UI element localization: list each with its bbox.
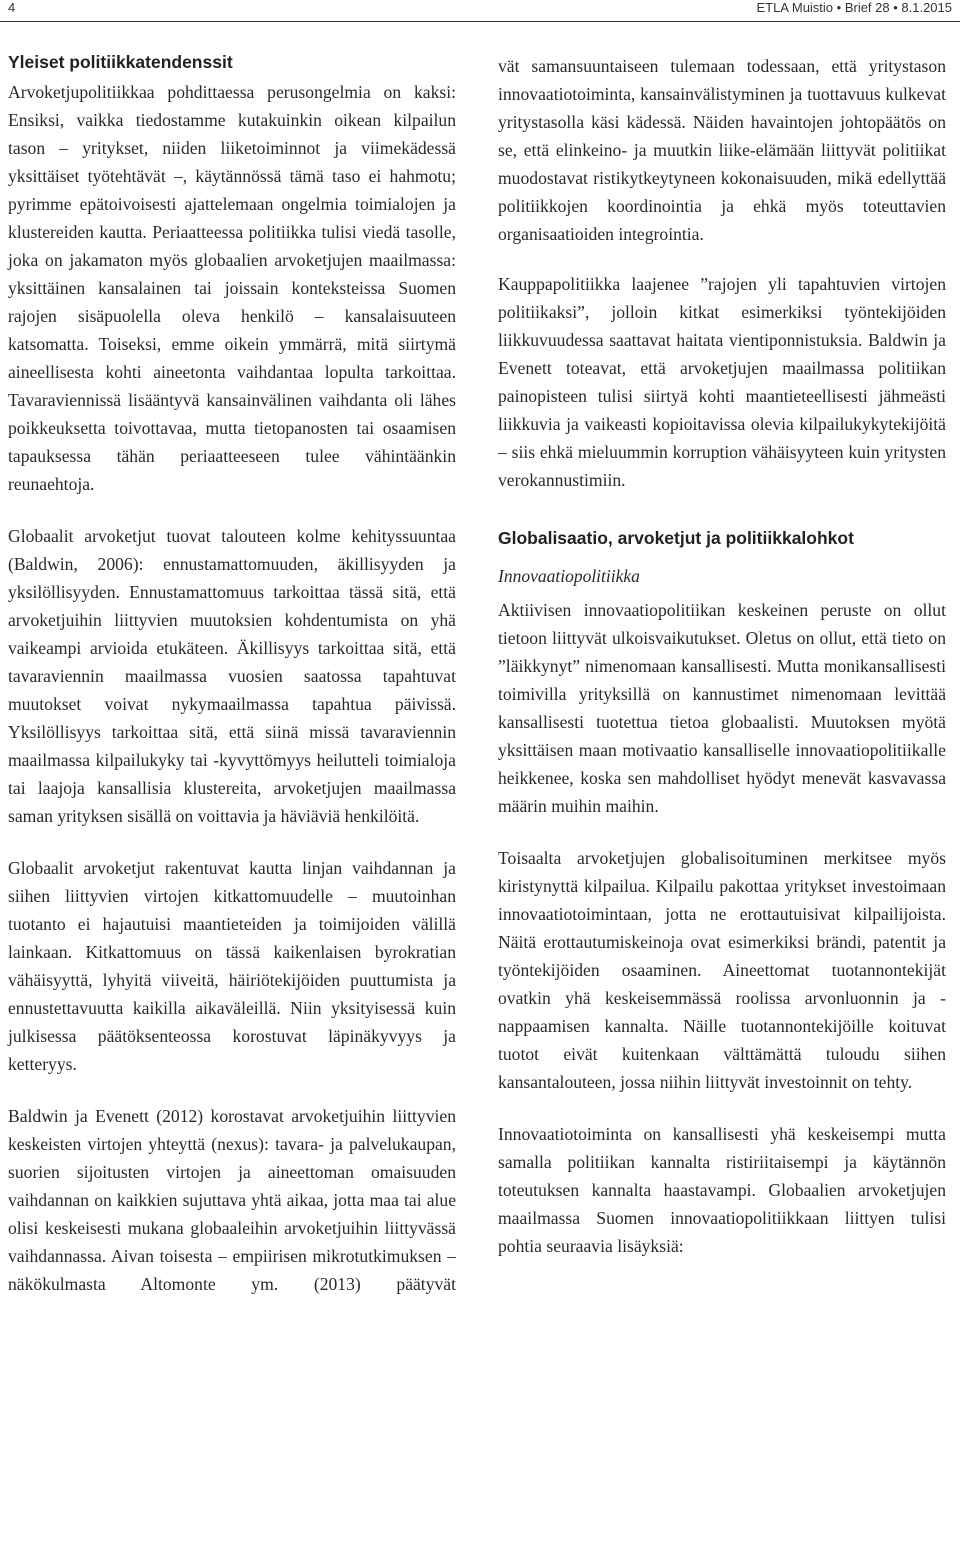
paragraph: Kauppapolitiikka laajenee ”rajojen yli tapahtuvien virtojen politiikaksi”, jolloin kitkat esimerkiksi työntekijöiden liikkuvuudessa saattavat haitata vientiponnistuksia. Baldwin ja Evenett toteavat, että arvoketjujen maailmassa politiikan painopisteen tulisi siirtyä kohti maantieteellisesti jähmeästi liikkuvia ja vaikeasti kopioitavissa olevia kilpailukykytekijöitä – siis ehkä mieluummin korruption vähäisyyteen kuin yritysten verokannustimiin. xyxy=(498,274,946,490)
paragraph: Aktiivisen innovaatiopolitiikan keskeinen peruste on ollut tietoon liittyvät ulkoisvaikutukset. Oletus on ollut, että tieto on ”läikkynyt” nimenomaan kansallisesti. Mutta monikansallisesti toimivilla yrityksillä on kannustimet nimenomaan levittää kansallisesti tuotettua tietoa globaalisti. Muutoksen myötä yksittäisen maan motivaatio kansalliselle innovaatiopolitiikalle heikkenee, koska sen mahdolliset hyödyt menevät kasvavassa määrin muihin maihin. xyxy=(498,600,946,816)
paragraph: vät samansuuntaiseen tulemaan todessaan, että yritystason innovaatiotoiminta, kansainvälistyminen ja tuottavuus kulkevat yritystasolla käsi kädessä. Näiden havaintojen johtopäätös on se, että elinkeino- ja muutkin liike-elämään liittyvät politiikat muodostavat ristikytkeytyneen kokonaisuuden, mikä edellyttää politiikkojen koordinointia ja ehkä myös toteuttavien organisaatioiden integrointia. xyxy=(498,56,946,244)
paragraph: Arvoketjupolitiikkaa pohdittaessa perusongelmia on kaksi: Ensiksi, vaikka tiedostamme kutakuinkin oikean kilpailun tason – yritykset, niiden liiketoiminnot ja viimekädessä yksittäiset työtehtävät –, käytännössä tämä taso ei hahmotu; pyrimme epätoivoisesti ajattelemaan ongelmia toimialojen ja klustereiden kautta. Periaatteessa politiikka tulisi viedä tasolle, joka on jakamaton myös globaalien arvoketjujen maailmassa: yksittäinen kansalainen tai joissain konteksteissa Suomen rajojen sisäpuolella oleva henkilö – kansalaisuuteen katsomatta. Toiseksi, emme oikein ymmärrä, mitä siirtymä aineellisesta kohti aineetonta vaihdantaa lopulta tarkoittaa. Tavaraviennissä lisääntyvä kansainvälinen vaihdanta oli lähes poikkeuksetta toivottavaa, mutta tietopanosten tai osaamisen tapauksessa tähän periaatteeseen tulee vähintäänkin reunaehtoja. xyxy=(8,82,456,494)
paragraph: Globaalit arvoketjut rakentuvat kautta linjan vaihdannan ja siihen liittyvien virtojen kitkattomuudelle – muutoinhan tuotanto ei hajautuisi maantieteiden ja toimijoiden välillä lainkaan. Kitkattomuus on tässä kaikenlaisen byrokratian vähäisyyttä, lyhyitä viiveitä, häiriötekijöiden puuttumista ja ennustettavuutta kaikilla aikaväleillä. Niin yksityisessä kuin julkisessa päätöksenteossa korostuvat läpinäkyvyys ja ketteryys. xyxy=(8,858,456,1074)
paragraph: Globaalit arvoketjut tuovat talouteen kolme kehityssuuntaa (Baldwin, 2006): ennustamattomuuden, äkillisyyden ja yksilöllisyyden. Ennustamattomuus tarkoittaa tässä sitä, että arvoketjuihin liittyvien muutoksien kohdentumista on yhä vaikeampi arvioida etukäteen. Äkillisyys tarkoittaa sitä, että tavaraviennin maailmassa vuosien saatossa tapahtuvat muutokset voivat nykymaailmassa tapahtua päivissä. Yksilöllisyys tarkoittaa sitä, että siinä missä tavaraviennin maailmassa kilpailukyky tai -kyvyttömyys heilutteli toimialoja tai laajoja kansallisia klustereita, arvoketjujen maailmassa saman yrityksen sisällä on voittavia ja häviäviä henkilöitä. xyxy=(8,526,456,826)
paragraph: Baldwin ja Evenett (2012) korostavat arvoketjuihin liittyvien keskeisten virtojen yhteyttä (nexus): tavara- ja palvelukaupan, suorien sijoitusten virtojen ja aineettoman omaisuuden vaihdannan on kaikkien sujuttava yhtä aikaa, jotta maa tai alue olisi keskeisesti mukana globaaleihin arvoketjuihin liittyvässä vaihdannassa. Aivan toisesta – empiirisen mikrotutkimuksen – näkökulmasta Altomonte ym. (2013) päätyvät xyxy=(8,1106,456,1294)
section-heading-trends: Yleiset politiikkatendenssit xyxy=(8,52,233,72)
right-column xyxy=(498,52,946,1284)
paragraph: Innovaatiotoiminta on kansallisesti yhä keskeisempi mutta samalla politiikan kannalta ristiriitaisempi ja käytännön toteutuksen kannalta haastavampi. Globaalien arvoketjujen maailmassa Suomen innovaatiopolitiikkaan liittyen tulisi pohtia seuraavia lisäyksiä: xyxy=(498,1124,946,1256)
page-number: 4 xyxy=(8,0,16,15)
subheading-innovation-policy: Innovaatiopolitiikka xyxy=(498,566,640,586)
paragraph: Toisaalta arvoketjujen globalisoituminen merkitsee myös kiristynyttä kilpailua. Kilpailu pakottaa yritykset investoimaan innovaatiotoimintaan, jotta ne erottautuisivat kilpailijoista. Näitä erottautumiskeinoja ovat esimerkiksi brändi, patentit ja työntekijöiden osaaminen. Aineettomat tuotannontekijät ovatkin yhä keskeisemmässä roolissa arvonluonnin ja -nappaamisen kannalta. Näille tuotannontekijöille koituvat tuotot eivät kuitenkaan välttämättä tuloudu siihen kansantalouteen, jossa niihin liittyvät investoinnit on tehty. xyxy=(498,848,946,1092)
left-column xyxy=(8,48,456,1322)
publication-meta: ETLA Muistio • Brief 28 • 8.1.2015 xyxy=(756,0,952,15)
header-rule xyxy=(0,21,960,22)
page-header xyxy=(0,0,960,24)
section-heading-globalisation: Globalisaatio, arvoketjut ja politiikkalohkot xyxy=(498,528,854,548)
